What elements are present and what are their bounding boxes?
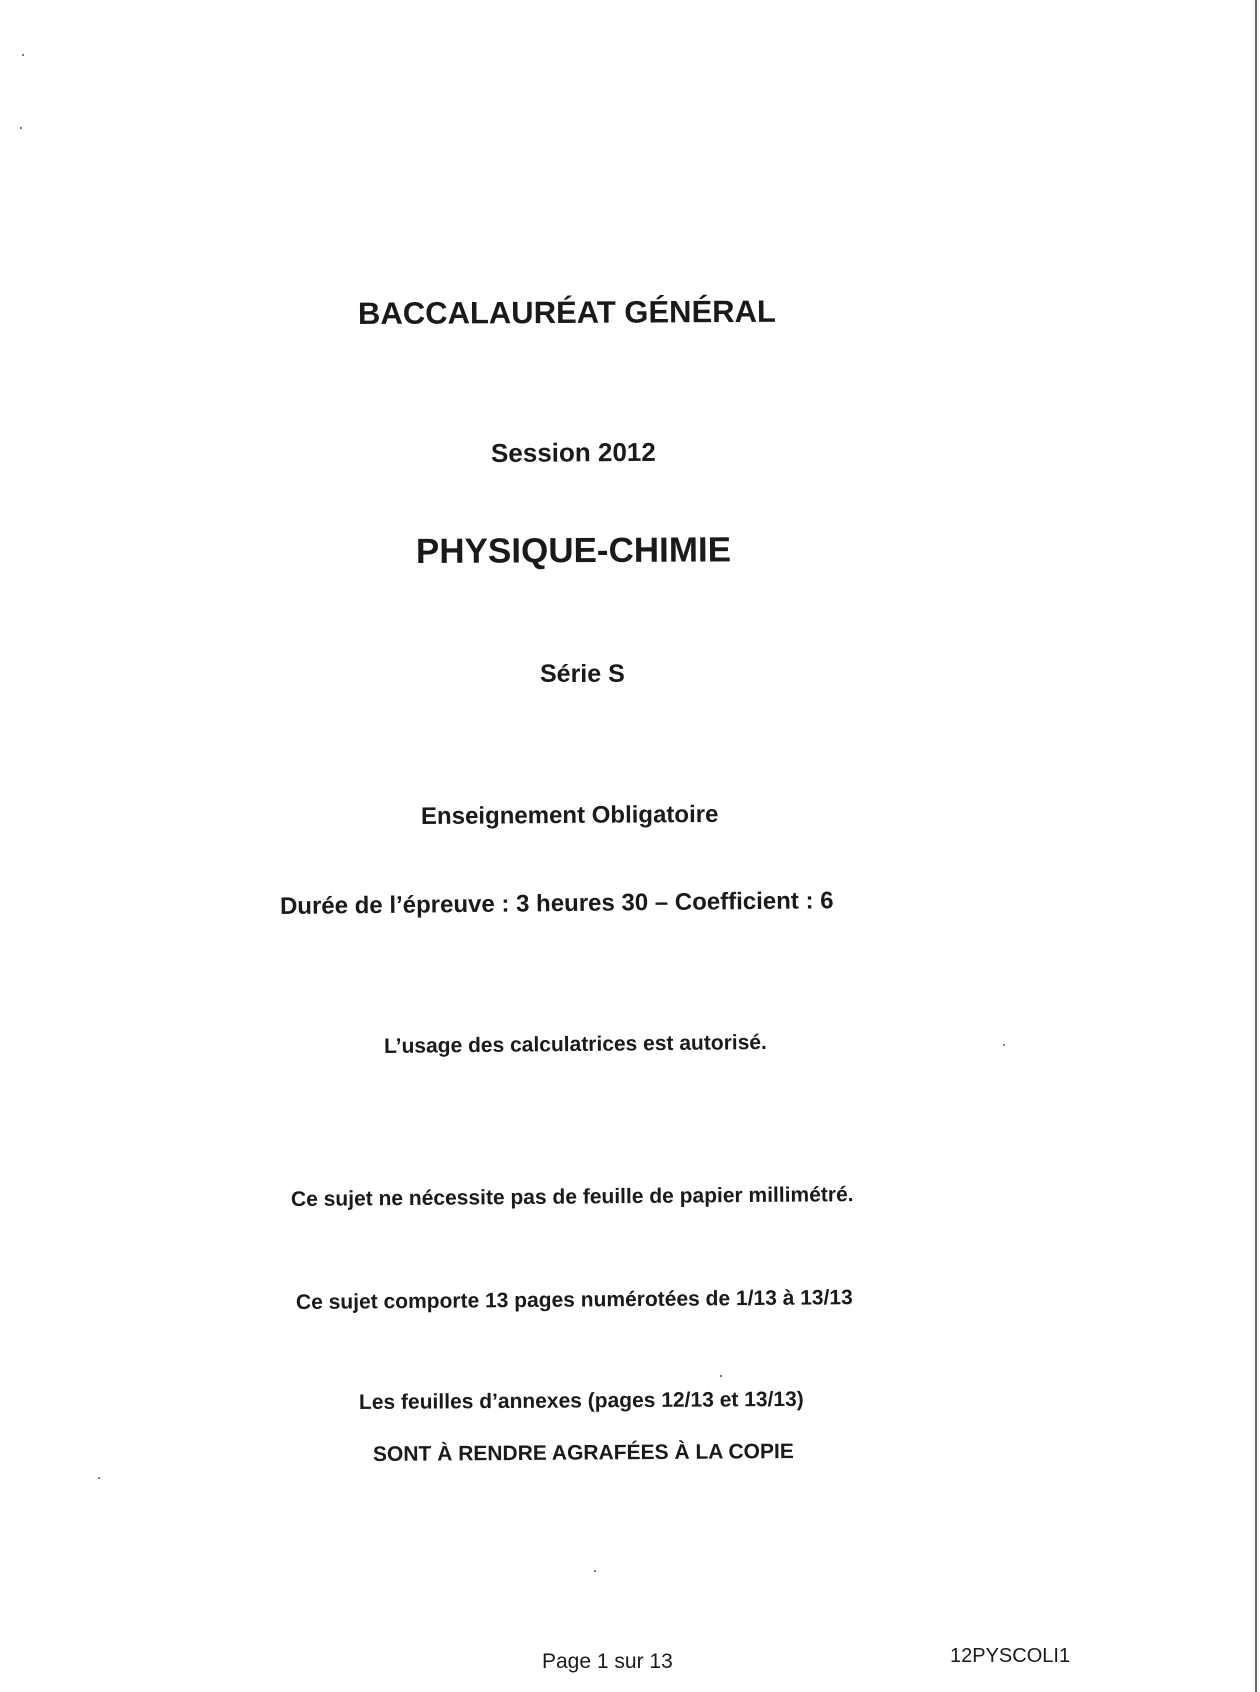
scan-speck (720, 1375, 722, 1377)
subject-title: PHYSIQUE-CHIMIE (415, 530, 732, 571)
enseignement-label: Enseignement Obligatoire (420, 800, 719, 830)
annexes-notice: Les feuilles d’annexes (pages 12/13 et 13/13) (358, 1387, 804, 1414)
scan-speck (22, 54, 24, 56)
scan-page-edge (1255, 0, 1257, 1692)
serie-label: Série S (540, 660, 625, 688)
return-instructions: SONT À RENDRE AGRAFÉES À LA COPIE (372, 1440, 794, 1466)
graph-paper-notice: Ce sujet ne nécessite pas de feuille de papier millimétré. (290, 1183, 854, 1211)
footer-document-code: 12PYSCOLI1 (950, 1645, 1071, 1667)
scan-speck (98, 1477, 100, 1479)
scan-speck (1003, 1044, 1005, 1046)
page-count-notice: Ce sujet comporte 13 pages numérotées de 1/13 à 13/13 (295, 1286, 853, 1314)
scan-speck (20, 127, 22, 129)
session-year: Session 2012 (490, 436, 656, 468)
scan-speck (594, 1570, 596, 1572)
footer-page-number: Page 1 sur 13 (542, 1650, 673, 1673)
duration-coefficient: Durée de l’épreuve : 3 heures 30 – Coefficient : 6 (279, 887, 834, 920)
exam-title: BACCALAURÉAT GÉNÉRAL (357, 293, 777, 331)
calculator-notice: L’usage des calculatrices est autorisé. (383, 1030, 767, 1058)
